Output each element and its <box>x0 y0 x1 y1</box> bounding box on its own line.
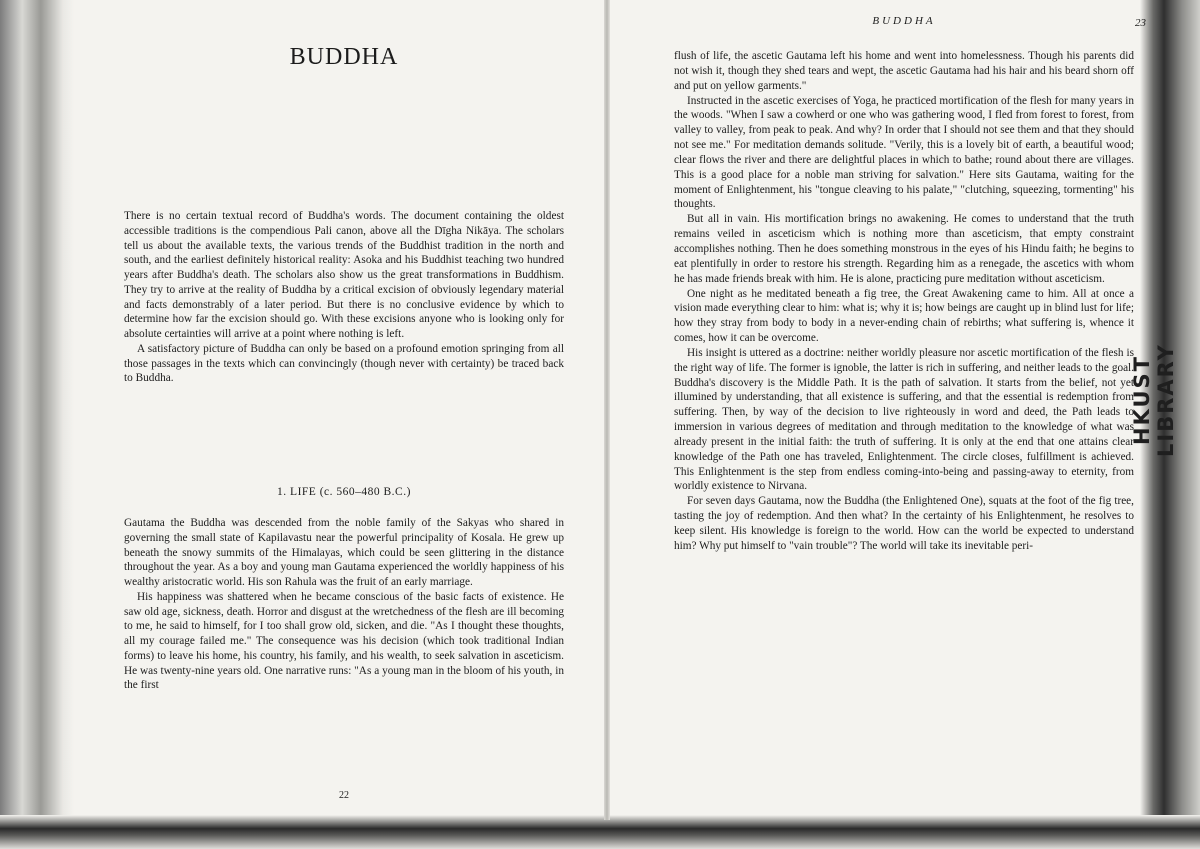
body-paragraph: But all in vain. His mortification brings no awakening. He comes to understand that the truth remains veiled in asceticism which is nothing more than asceticism, that empty constraint accomplishes nothing. Then he does something monstrous in the eyes of his Hindu faith; he begins to eat plentifully in order to restore his strength. Regarding him as a renegade, the ascetics with whom he has made friends break with him. He is alone, practicing pure meditation without asceticism. <box>674 213 1134 285</box>
intro-paragraph: A satisfactory picture of Buddha can only be based on a profound emotion springing from all those passages in the texts which can convincingly (though never with certainty) be traced back to Buddha. <box>124 342 564 385</box>
life-paragraph: Gautama the Buddha was descended from the noble family of the Sakyas who shared in governing the small state of Kapilavastu near the powerful principality of Kosala. He grew up beneath the snowy summits of the Himalayas, which could be seen glittering in the distance throughout the year. As a boy and young man Gautama experienced the worldly happiness of his wealthy aristocratic world. His son Rahula was the fruit of an early marriage. <box>124 517 564 588</box>
library-stamp: HKUST LIBRARY <box>1130 343 1178 457</box>
life-text <box>124 516 564 693</box>
intro-paragraph: There is no certain textual record of Buddha's words. The document containing the oldest accessible traditions is the compendious Pali canon, above all the Dīgha Nikāya. The scholars tell us about the available texts, the various trends of the Buddhist tradition in the north and south, and the earliest definitely historical reality: Asoka and his Buddhist teaching two hundred years after Buddha's death. The scholars also show us the great transformations in Buddhism. They try to arrive at the reality of Buddha by a critical excision of obviously legendary material and facts demonstrably of a later period. But there is no conclusive evidence by which to determine how far the excision should go. With these excisions anyone who is looking only for absolute certainties will arrive at a point where nothing is left. <box>124 210 564 340</box>
intro-text <box>124 209 564 386</box>
life-paragraph: His happiness was shattered when he became conscious of the basic facts of existence. He saw old age, sickness, death. Horror and disgust at the wretchedness of the flesh are ill becoming to me, he said to himself, for I too shall grow old, sicken, and die. "As I thought these thoughts, all my courage failed me." The consequence was his decision (which took traditional Indian forms) to leave his home, his country, his family, and his wealth, to seek salvation in asceticism. He was twenty-nine years old. One narrative runs: "As a young man in the bloom of his youth, in the first <box>124 590 564 692</box>
right-page <box>674 0 1146 820</box>
chapter-title: BUDDHA <box>289 44 399 70</box>
body-paragraph: flush of life, the ascetic Gautama left his home and went into homelessness. Though his parents did not wish it, though they shed tears and wept, the ascetic Gautama had his hair and his beard shorn off and put on yellow garments." <box>674 50 1134 92</box>
body-paragraph: For seven days Gautama, now the Buddha (the Enlightened One), squats at the foot of the fig tree, tasting the joy of redemption. And then what? In the certainty of his Enlightenment, he resolves to keep silent. His knowledge is foreign to the world. How can the world be expected to understand him? Why put himself to "vain trouble"? The world will take its inevitable peri- <box>674 495 1134 552</box>
body-paragraph: Instructed in the ascetic exercises of Yoga, he practiced mortification of the flesh for many years in the woods. "When I saw a cowherd or one who was gathering wood, I fled from forest to forest, from valley to valley, from peak to peak. And why? In order that I should not see them and that they should not see me." For meditation demands solitude. "Verily, this is a lovely bit of earth, a beautiful wood; clear flows the river and there are delightful places in which to bathe; round about there are villages. This is a good place for a noble man striving for salvation." Here sits Gautama, waiting for the moment of Enlightenment, his "tongue cleaving to his palate," "clutching, squeezing, tormenting" his thoughts. <box>674 94 1134 211</box>
section-heading: 1. LIFE (c. 560–480 B.C.) <box>277 486 411 498</box>
scan-shadow-bottom <box>0 815 1200 849</box>
book-gutter <box>604 0 610 820</box>
running-head: BUDDHA <box>872 15 936 27</box>
right-body-text <box>674 49 1134 554</box>
left-page <box>124 0 564 820</box>
page-number-left: 22 <box>339 790 349 801</box>
scan-shadow-left <box>0 0 74 849</box>
body-paragraph: His insight is uttered as a doctrine: neither worldly pleasure nor ascetic mortification of the flesh is the right way of life. The former is ignoble, the latter is rich in suffering, and neither leads to the goal. Buddha's discovery is the Middle Path. It is the path of salvation. It starts from the belief, not yet illumined by understanding, that all existence is suffering, and that the essential is redemption from suffering. Then, by way of the decision to live righteously in word and deed, the Path leads to immersion in various degrees of meditation and through meditation to the knowledge of what was already present in the initial faith: the truth of suffering. It is only at the end that one attains clear knowledge of the Path one has traveled, Enlightenment. The circle closes, fulfillment is achieved. This Enlightenment is the step from endless coming-into-being and passing-away to eternity, from worldly existence to Nirvana. <box>674 346 1134 493</box>
page-number-right: 23 <box>1135 17 1146 29</box>
body-paragraph: One night as he meditated beneath a fig tree, the Great Awakening came to him. All at once a vision made everything clear to him: what is; why it is; how beings are caught up in blind lust for life; how they stray from body to body in a never-ending chain of rebirths; what suffering is, whence it comes, how it can be overcome. <box>674 287 1134 345</box>
